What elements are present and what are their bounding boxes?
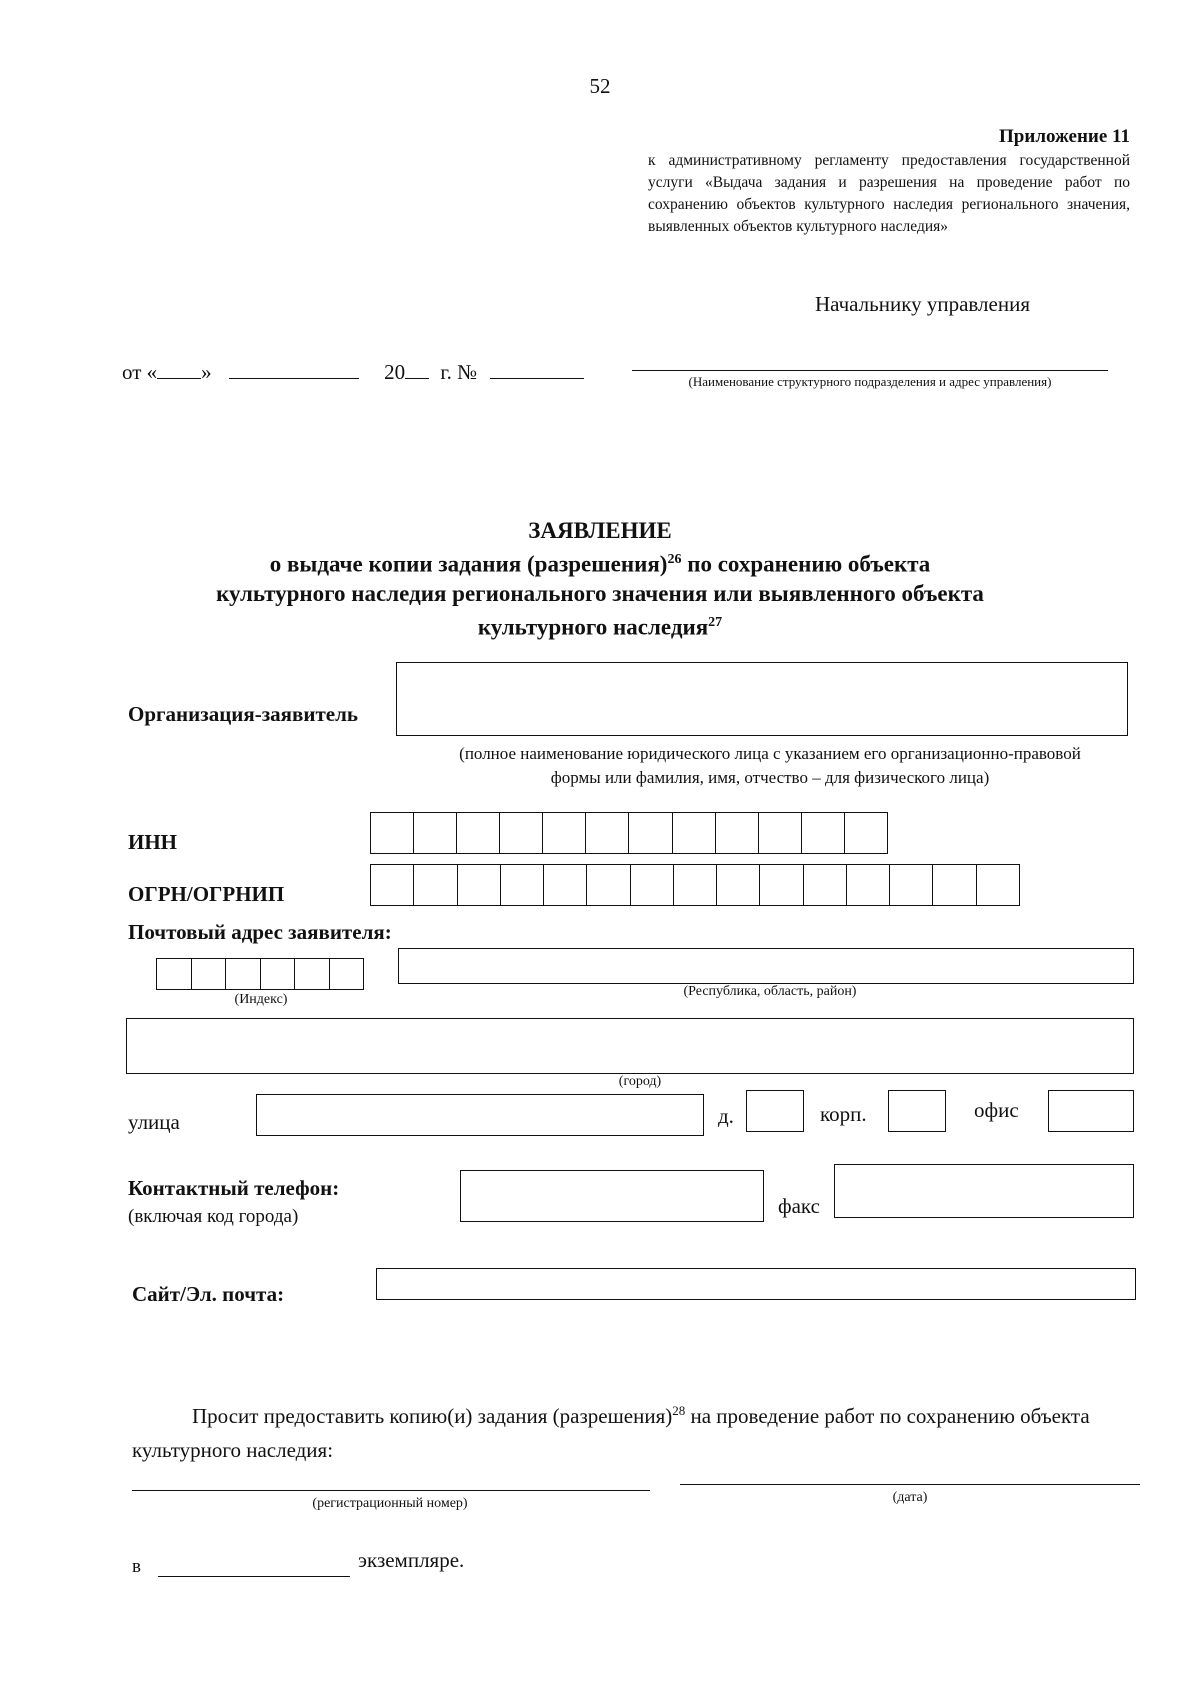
- ogrn-digit-cell[interactable]: [501, 865, 544, 905]
- fax-label: факс: [778, 1194, 820, 1218]
- heading-line-3: культурного наследия регионального значения или выявленного объекта: [216, 580, 984, 606]
- region-caption: (Республика, область, район): [683, 984, 857, 999]
- office-label: офис: [974, 1098, 1019, 1122]
- inn-digit-cell[interactable]: [802, 813, 845, 853]
- index-digit-cell[interactable]: [192, 959, 227, 989]
- city-field[interactable]: [126, 1018, 1134, 1074]
- index-digit-cell[interactable]: [261, 959, 296, 989]
- footnote-26: 26: [667, 552, 682, 567]
- copies-count-field[interactable]: [158, 1576, 350, 1577]
- ogrn-digit-cell[interactable]: [890, 865, 933, 905]
- ogrn-digit-cell[interactable]: [587, 865, 630, 905]
- heading-title: ЗАЯВЛЕНИЕ: [528, 518, 672, 543]
- ogrn-digit-cell[interactable]: [371, 865, 414, 905]
- inn-digit-cell[interactable]: [673, 813, 716, 853]
- index-digit-cell[interactable]: [157, 959, 192, 989]
- ogrn-digit-cell[interactable]: [674, 865, 717, 905]
- inn-field[interactable]: [370, 812, 888, 854]
- street-field[interactable]: [256, 1094, 704, 1136]
- department-line[interactable]: [632, 370, 1108, 371]
- office-field[interactable]: [1048, 1090, 1134, 1132]
- inn-digit-cell[interactable]: [371, 813, 414, 853]
- inn-digit-cell[interactable]: [543, 813, 586, 853]
- inn-digit-cell[interactable]: [845, 813, 887, 853]
- date-close-quote: »: [201, 360, 212, 384]
- phone-field[interactable]: [460, 1170, 764, 1222]
- inn-digit-cell[interactable]: [629, 813, 672, 853]
- addressee: Начальнику управления: [814, 292, 1030, 316]
- index-digit-cell[interactable]: [330, 959, 364, 989]
- footnote-28: 28: [672, 1403, 686, 1418]
- footnote-27: 27: [708, 614, 723, 630]
- date-line[interactable]: [680, 1484, 1140, 1485]
- page-number: 52: [589, 74, 611, 98]
- reg-number-caption: (регистрационный номер): [312, 1496, 468, 1511]
- inn-digit-cell[interactable]: [759, 813, 802, 853]
- fax-field[interactable]: [834, 1164, 1134, 1218]
- ogrn-digit-cell[interactable]: [544, 865, 587, 905]
- ogrn-digit-cell[interactable]: [631, 865, 674, 905]
- building-field[interactable]: [888, 1090, 946, 1132]
- copies-prefix: в: [132, 1556, 141, 1577]
- ogrn-digit-cell[interactable]: [414, 865, 457, 905]
- inn-digit-cell[interactable]: [586, 813, 629, 853]
- year-prefix: 20: [384, 360, 406, 384]
- ogrn-label: ОГРН/ОГРНИП: [128, 882, 285, 906]
- reg-number-line[interactable]: [132, 1490, 650, 1491]
- document-heading: [150, 516, 1050, 641]
- phone-sub-label: (включая код города): [128, 1206, 299, 1227]
- postal-index-field[interactable]: [156, 958, 364, 990]
- site-email-label: Сайт/Эл. почта:: [132, 1282, 285, 1306]
- date-caption: (дата): [892, 1490, 928, 1505]
- date-from-label: от «: [122, 360, 158, 384]
- house-label: д.: [718, 1104, 734, 1128]
- phone-label: Контактный телефон:: [128, 1176, 340, 1200]
- index-digit-cell[interactable]: [226, 959, 261, 989]
- ogrn-digit-cell[interactable]: [717, 865, 760, 905]
- org-label: Организация-заявитель: [128, 702, 359, 726]
- month-field[interactable]: [229, 358, 359, 379]
- ogrn-digit-cell[interactable]: [977, 865, 1019, 905]
- building-label: корп.: [820, 1102, 867, 1126]
- copies-suffix: экземпляре.: [358, 1548, 465, 1572]
- number-label: г. №: [440, 360, 478, 384]
- inn-label: ИНН: [128, 830, 178, 854]
- house-field[interactable]: [746, 1090, 804, 1132]
- inn-digit-cell[interactable]: [500, 813, 543, 853]
- ogrn-digit-cell[interactable]: [847, 865, 890, 905]
- inn-digit-cell[interactable]: [414, 813, 457, 853]
- ogrn-field[interactable]: [370, 864, 1020, 906]
- ogrn-digit-cell[interactable]: [804, 865, 847, 905]
- number-field[interactable]: [490, 358, 584, 379]
- site-email-field[interactable]: [376, 1268, 1136, 1300]
- appendix-title: Приложение 11: [999, 126, 1130, 147]
- ogrn-digit-cell[interactable]: [933, 865, 976, 905]
- postal-label: Почтовый адрес заявителя:: [128, 920, 392, 944]
- org-name-field[interactable]: [396, 662, 1128, 736]
- department-caption: (Наименование структурного подразделения и адрес управления): [688, 374, 1052, 389]
- heading-line-2: о выдаче копии задания (разрешения)$^{26}$ по сохранению объекта: [269, 551, 931, 577]
- index-caption: (Индекс): [234, 992, 288, 1007]
- org-caption: (полное наименование юридического лица с указанием его организационно-правовой формы или фамилия, имя, отчество – для физического лица): [459, 744, 1081, 787]
- index-digit-cell[interactable]: [295, 959, 330, 989]
- heading-line-4: культурного наследия$^{27}$: [477, 614, 723, 640]
- request-text: Просит предоставить копию(и) задания (разрешения)$^{28}$ на проведение работ по сохранению объекта культурного наследия:: [132, 1403, 1090, 1462]
- ogrn-digit-cell[interactable]: [760, 865, 803, 905]
- day-field[interactable]: [157, 358, 201, 379]
- year-field[interactable]: [405, 358, 429, 379]
- street-label: улица: [128, 1110, 180, 1134]
- appendix-text: к административному регламенту предоставления государственной услуги «Выдача задания и разрешения на проведение работ по сохранению объектов культурного наследия регионального значения, выявленных объектов культурного наследия»: [648, 152, 1130, 235]
- inn-digit-cell[interactable]: [716, 813, 759, 853]
- ogrn-digit-cell[interactable]: [458, 865, 501, 905]
- region-field[interactable]: [398, 948, 1134, 984]
- inn-digit-cell[interactable]: [457, 813, 500, 853]
- date-row: [122, 358, 584, 385]
- city-caption: (город): [618, 1074, 662, 1089]
